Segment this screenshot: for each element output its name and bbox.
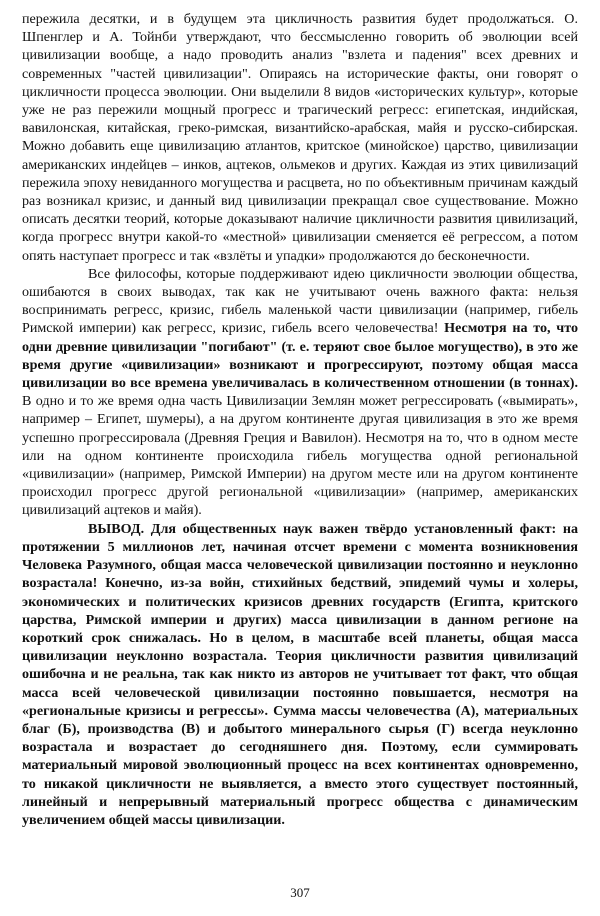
paragraph-2-start: Все философы, которые поддерживают идею цикличности эволюции общества, ошибаются в своих выводах, так как не учитывают очень важного факта: нельзя воспринимать регресс, кризис, гибель маленькой части цивилизации (например, гибель Римской империи) как регресс, кризис, гибель всего человечества! xyxy=(22,265,578,337)
paragraph-2-end: В одно и то же время одна часть Цивилизации Землян может регрессировать («вымирать», например – Египет, шумеры), а на другом континенте другая цивилизация в это же время успешно прогрессировала (Древняя Греция и Вавилон). Несмотря на то, что в одном месте или на одном континенте происходила гибель могущества одной региональной «цивилизации» (например, Римской Империи) на другом месте или на другом континенте происходил прогресс другой региональной «цивилизации» (например, американских цивилизаций ацтеков и майя). xyxy=(22,393,578,519)
paragraph-2-bold-statement: Несмотря на то, что одни древние цивилизации "погибают" (т. е. теряют свое былое могущество), в это же время другие «цивилизации» возникают и прогрессируют, поэтому общая масса цивилизации во все времена увеличивалась в количественном отношении (в тоннах). xyxy=(22,320,579,392)
conclusion-paragraph: ВЫВОД. Для общественных наук важен твёрдо установленный факт: на протяжении 5 миллионов лет, начиная отсчет времени с момента возникновения Человека Разумного, общая масса человеческой цивилизации постоянно и неуклонно возрастала! Конечно, из-за войн, стихийных бедствий, эпидемий чумы и холеры, экономических и политических кризисов древних государств (Египта, критского царства, Римской империи и других) масса цивилизации в данном регионе на короткий срок снижалась. Но в целом, в масштабе всей планеты, общая масса цивилизации неуклонно возрастала. Теория цикличности развития цивилизаций ошибочна и не реальна, так как никто из авторов не учитывает тот факт, что общая масса всей человеческой цивилизации постоянно повышается, несмотря на «региональные кризисы и регрессы». Сумма массы человечества (А), материальных благ (Б), производства (В) и добытого минерального сырья (Г) всегда неуклонно возрастала и возрастает до сегодняшнего дня. Поэтому, если суммировать материальный мировой эволюционный процесс на всех континентах одновременно, то никакой цикличности не выявляется, а вместо этого существует постоянный, линейный и непрерывный материальный прогресс общества с динамическим увеличением общей массы цивилизации. xyxy=(22,520,578,828)
page-number: 307 xyxy=(290,885,310,900)
paragraph-continuation: пережила десятки, и в будущем эта цикличность развития будет продолжаться. О. Шпенглер и А. Тойнби утверждают, что бессмысленно говорить об эволюции всей цивилизации вообще, а надо проводить анализ "взлета и падения" всех древних и современных "частей цивилизации". Опираясь на исторические факты, они говорят о цикличности процесса эволюции. Они выделили 8 видов «исторических культур», которые уже не раз пережили мощный прогресс и трагический регресс: египетская, индийская, вавилонская, китайская, греко-римская, византийско-арабская, майя и русско-сибирская. Можно добавить еще цивилизацию атлантов, критское (минойское) царство, цивилизации американских индейцев – инков, ацтеков, ольмеков и других. Каждая из этих цивилизаций пережила эпоху невиданного могущества и расцвета, но по объективным причинам каждый раз возникал кризис, и данный вид цивилизации прекращал свое существование. Можно описать десятки теорий, которые доказывают наличие цикличности развития цивилизаций, когда прогресс внутри какой-то «местной» цивилизации сменяется её регрессом, а потом опять наступает прогресс и так «взлёты и упадки» продолжаются до бесконечности. xyxy=(22,11,578,264)
document-body xyxy=(22,10,578,829)
paragraph-philosophers xyxy=(22,265,578,520)
